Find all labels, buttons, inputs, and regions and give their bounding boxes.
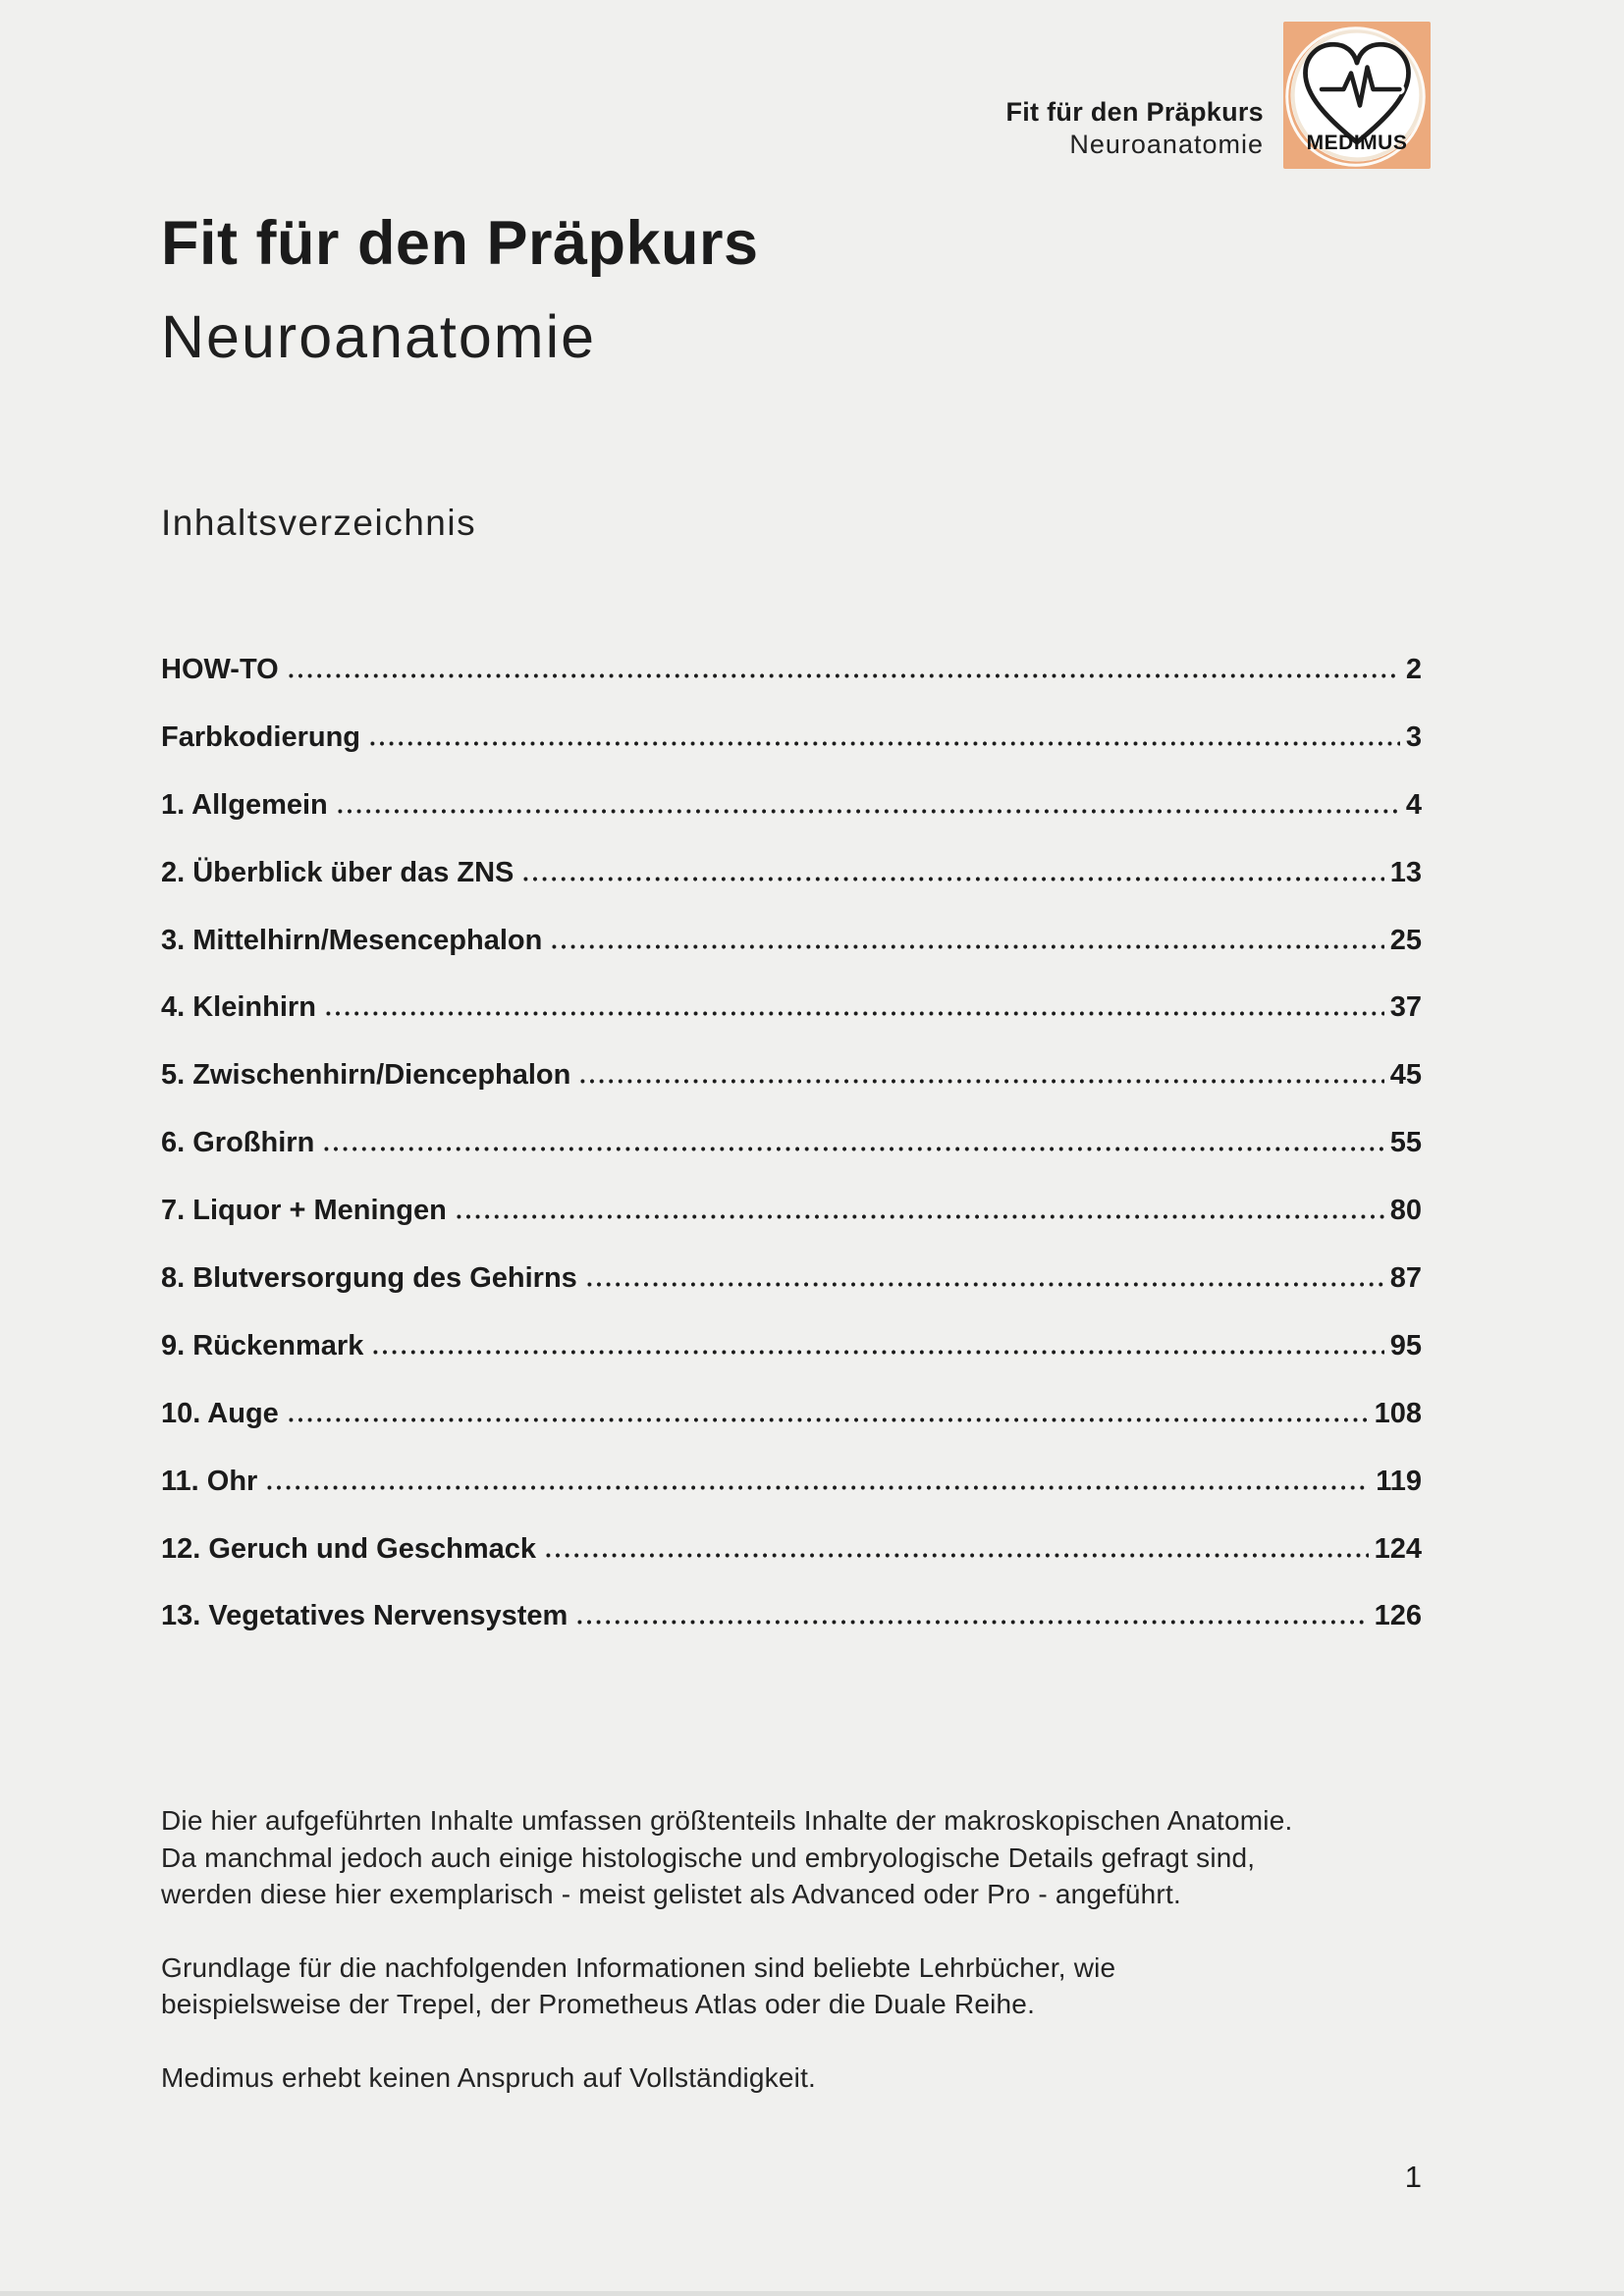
running-header xyxy=(1005,96,1264,161)
toc-entry xyxy=(161,1516,1422,1583)
toc-dot-leader xyxy=(326,1011,1384,1016)
toc-entry xyxy=(161,1177,1422,1245)
paragraph-sources: Grundlage für die nachfolgenden Informationen sind beliebte Lehrbücher, wie beispielsweise der Trepel, der Prometheus Atlas oder die Duale Reihe. xyxy=(161,1951,1116,2019)
toc-list xyxy=(161,636,1422,1650)
toc-dot-leader xyxy=(587,1282,1384,1287)
toc-entry-label: 7. Liquor + Meningen xyxy=(161,1195,447,1227)
toc-entry-label: 2. Überblick über das ZNS xyxy=(161,856,514,888)
toc-entry xyxy=(161,1312,1422,1380)
toc-dot-leader xyxy=(552,944,1383,949)
toc-entry xyxy=(161,636,1422,704)
toc-entry-label: 8. Blutversorgung des Gehirns xyxy=(161,1262,577,1295)
toc-dot-leader xyxy=(370,741,1400,746)
toc-entry-page: 4 xyxy=(1405,788,1422,821)
toc-dot-leader xyxy=(338,809,1400,814)
toc-entry xyxy=(161,1109,1422,1177)
paragraph-disclaimer: Medimus erhebt keinen Anspruch auf Vollständigkeit. xyxy=(161,2061,817,2093)
toc-entry-page: 119 xyxy=(1376,1465,1422,1497)
toc-entry-label: 9. Rückenmark xyxy=(161,1329,364,1362)
toc-entry xyxy=(161,704,1422,772)
toc-entry-page: 80 xyxy=(1389,1195,1422,1227)
toc-heading: Inhaltsverzeichnis xyxy=(161,503,477,543)
toc-entry xyxy=(161,1245,1422,1312)
toc-entry-label: 6. Großhirn xyxy=(161,1127,315,1159)
page-number: 1 xyxy=(1404,2160,1422,2194)
toc-entry-label: 10. Auge xyxy=(161,1397,279,1429)
toc-dot-leader xyxy=(267,1485,1370,1490)
toc-entry-label: HOW-TO xyxy=(161,654,279,685)
toc-entry xyxy=(161,772,1422,839)
logo-brand-text: MEDIMUS xyxy=(1306,132,1408,154)
toc-entry-label: 4. Kleinhirn xyxy=(161,991,316,1024)
page-subtitle: Neuroanatomie xyxy=(161,303,597,370)
toc-dot-leader xyxy=(546,1553,1369,1558)
toc-entry xyxy=(161,1582,1422,1650)
body-text xyxy=(161,1802,1300,2132)
toc-entry-label: 13. Vegetatives Nervensystem xyxy=(161,1600,568,1632)
toc-entry-label: 1. Allgemein xyxy=(161,788,328,821)
toc-entry-label: 3. Mittelhirn/Mesencephalon xyxy=(161,924,543,956)
toc-entry-page: 126 xyxy=(1374,1600,1422,1632)
toc-entry-page: 37 xyxy=(1389,991,1422,1024)
toc-entry-page: 45 xyxy=(1389,1059,1422,1092)
toc-entry-label: 11. Ohr xyxy=(161,1465,258,1497)
page-bottom-edge xyxy=(0,2291,1624,2296)
running-header-title: Fit für den Präpkurs xyxy=(1005,97,1264,127)
toc-entry-page: 95 xyxy=(1389,1329,1422,1362)
toc-entry-page: 87 xyxy=(1389,1262,1422,1295)
toc-entry-page: 13 xyxy=(1389,856,1422,888)
toc-entry-page: 108 xyxy=(1374,1397,1422,1429)
toc-entry-label: Farbkodierung xyxy=(161,721,361,753)
medimus-logo xyxy=(1283,22,1431,169)
toc-entry-label: 12. Geruch und Geschmack xyxy=(161,1532,536,1565)
toc-entry-label: 5. Zwischenhirn/Diencephalon xyxy=(161,1059,571,1092)
paragraph-scope: Die hier aufgeführten Inhalte umfassen größtenteils Inhalte der makroskopischen Anatomie. Da manchmal jedoch auch einige histologische und embryologische Details gefragt sind, werden diese hier exemplarisch - meist gelistet als Advanced oder Pro - angeführt. xyxy=(161,1805,1293,1909)
toc-dot-leader xyxy=(580,1079,1383,1084)
toc-dot-leader xyxy=(289,1417,1369,1422)
toc-dot-leader xyxy=(457,1214,1384,1219)
toc-entry-page: 25 xyxy=(1389,924,1422,956)
toc-dot-leader xyxy=(289,673,1400,678)
toc-entry xyxy=(161,907,1422,975)
toc-entry-page: 3 xyxy=(1405,721,1422,753)
toc-dot-leader xyxy=(324,1147,1383,1151)
toc-entry xyxy=(161,1041,1422,1109)
toc-entry-page: 55 xyxy=(1389,1127,1422,1159)
toc-entry xyxy=(161,974,1422,1041)
toc-entry-page: 2 xyxy=(1405,654,1422,685)
toc-dot-leader xyxy=(577,1620,1368,1625)
running-header-subtitle: Neuroanatomie xyxy=(1069,130,1264,159)
toc-dot-leader xyxy=(373,1350,1383,1355)
toc-entry-page: 124 xyxy=(1374,1532,1422,1565)
toc-entry xyxy=(161,1380,1422,1448)
toc-entry xyxy=(161,839,1422,907)
toc-dot-leader xyxy=(523,877,1383,881)
toc-entry xyxy=(161,1448,1422,1516)
page-title: Fit für den Präpkurs xyxy=(161,209,759,278)
